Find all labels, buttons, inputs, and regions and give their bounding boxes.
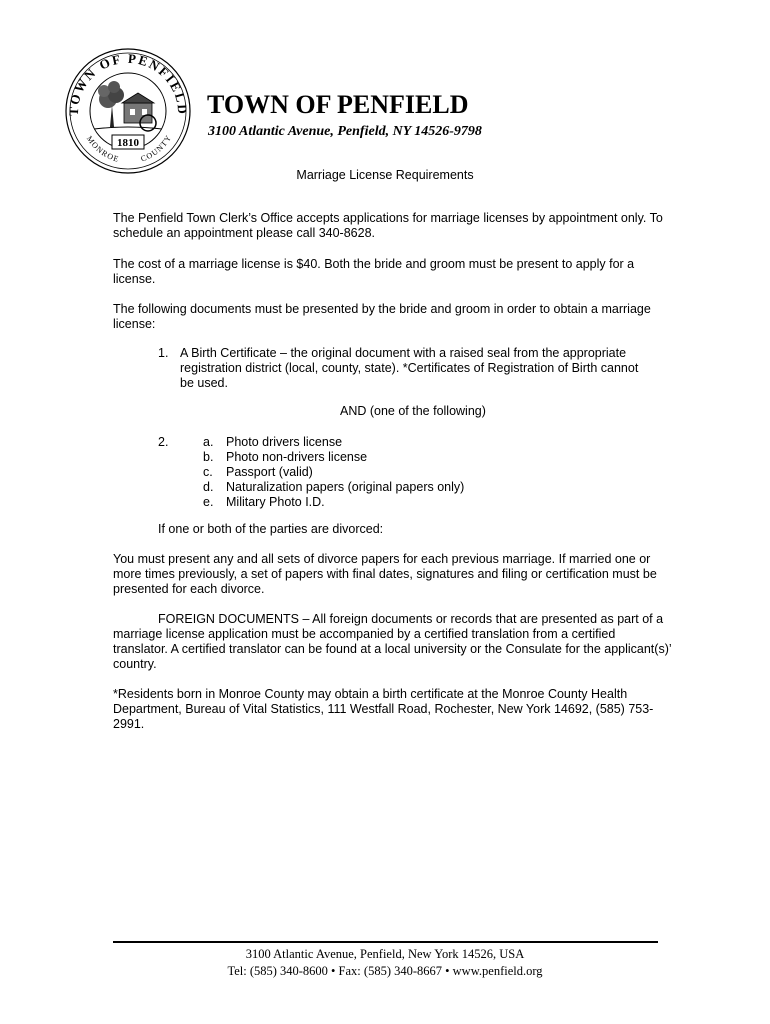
list-item-text: Naturalization papers (original papers only) xyxy=(226,480,465,494)
item-number: 1. xyxy=(158,346,169,360)
document-title: Marriage License Requirements xyxy=(296,168,474,182)
footer-contact: Tel: (585) 340-8600 • Fax: (585) 340-8667 • www.penfield.org xyxy=(227,964,543,978)
list-item-letter: e. xyxy=(203,495,214,509)
list-item-text: Passport (valid) xyxy=(226,465,313,479)
intro-paragraph: The Penfield Town Clerk’s Office accepts applications for marriage licenses by appointment only. To schedule an appointment please call 340-8628. xyxy=(113,211,663,240)
foreign-documents-paragraph: FOREIGN DOCUMENTS – All foreign documents or records that are presented as part of a marriage license application must be accompanied by a certified translation from a certified translator. A certified translator can be found at a local university or the Consulate for the applicant(s)’ country. xyxy=(113,612,672,671)
divorce-heading: If one or both of the parties are divorced: xyxy=(158,522,384,536)
seal-tree-icon xyxy=(98,81,124,127)
documents-intro-paragraph: The following documents must be presented by the bride and groom in order to obtain a marriage license: xyxy=(113,302,651,331)
list-item-letter: c. xyxy=(203,465,213,479)
list-item-text: Photo non-drivers license xyxy=(226,450,368,464)
item-text: A Birth Certificate – the original document with a raised seal from the appropriate registration district (local, county, state). *Certificates of Registration of Birth cannot be used. xyxy=(180,346,639,390)
list-item-text: Photo drivers license xyxy=(226,435,343,449)
divorce-paragraph: You must present any and all sets of divorce papers for each previous marriage. If married one or more times previously, a set of papers with final dates, signatures and filing or certification must be presented for each divorce. xyxy=(113,552,657,596)
town-seal-logo xyxy=(64,47,192,175)
seal-lower-left-text: MONROE xyxy=(84,134,121,164)
footer-address: 3100 Atlantic Avenue, Penfield, New York 14526, USA xyxy=(245,947,525,961)
list-item-letter: d. xyxy=(203,480,214,494)
seal-lower-right-text: COUNTY xyxy=(139,133,174,164)
seal-year: 1810 xyxy=(117,137,139,149)
footer-divider xyxy=(113,941,658,943)
and-line: AND (one of the following) xyxy=(340,404,486,418)
list-item-letter: b. xyxy=(203,450,214,464)
list-item-letter: a. xyxy=(203,435,214,449)
town-address: 3100 Atlantic Avenue, Penfield, NY 14526-9798 xyxy=(208,124,482,139)
cost-paragraph: The cost of a marriage license is $40. Both the bride and groom must be present to apply for a license. xyxy=(113,257,635,286)
seal-ring-text: TOWN OF PENFIELD xyxy=(65,50,191,117)
item-number: 2. xyxy=(158,435,169,449)
residents-note-paragraph: *Residents born in Monroe County may obtain a birth certificate at the Monroe County Health Department, Bureau of Vital Statistics, 111 Westfall Road, Rochester, New York 14692, (585) 753-2991. xyxy=(113,687,654,731)
town-title: TOWN OF PENFIELD xyxy=(207,90,469,119)
list-item-text: Military Photo I.D. xyxy=(226,495,325,509)
